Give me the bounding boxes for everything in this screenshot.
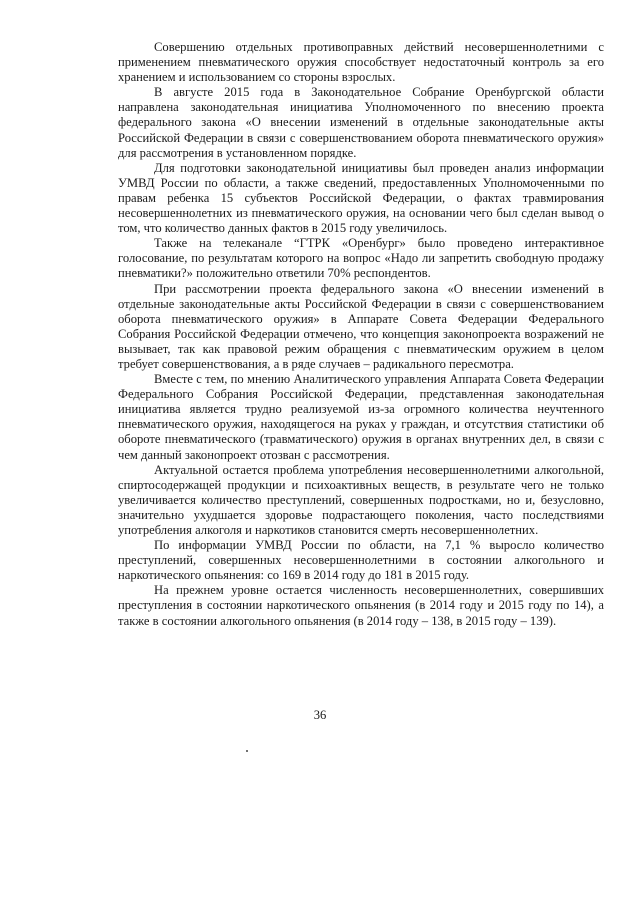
paragraph-6: Вместе с тем, по мнению Аналитического управления Аппарата Совета Федерации Федерального Собрания Российской Федерации, представленная законодательная инициатива является трудно реализуемой из-за огромного количества неучтенного пневматического оружия, находящегося на руках у граждан, и отсутствия статистики об обороте пневматического (травматического) оружия в органах внутренних дел, в связи с чем данный законопроект отозван с рассмотрения. — [118, 372, 604, 462]
paragraph-5: При рассмотрении проекта федерального закона «О внесении изменений в отдельные законодательные акты Российской Федерации в связи с совершенствованием оборота пневматического оружия» в Аппарате Совета Федерации Федерального Собрания Российской Федерации отмечено, что концепция законопроекта возражений не вызывает, так как правовой режим обращения с пневматическим оружием в целом требует совершенствования, а в ряде случаев – радикального пересмотра. — [118, 281, 604, 371]
paragraph-2: В августе 2015 года в Законодательное Собрание Оренбургской области направлена законодательная инициатива Уполномоченного по внесению проекта федерального закона «О внесении изменений в отдельные законодательные акты Российской Федерации в связи с совершенствованием оборота пневматического оружия» для рассмотрения в установленном порядке. — [118, 85, 604, 160]
paragraph-9: На прежнем уровне остается численность несовершеннолетних, совершивших преступления в состоянии наркотического опьянения (в 2014 году и 2015 году по 14), а также в состоянии алкогольного опьянения (в 2014 году – 138, в 2015 году – 139). — [118, 583, 604, 628]
paragraph-1: Совершению отдельных противоправных действий несовершеннолетними с применением пневматического оружия способствует недостаточный контроль за его хранением и использованием со стороны взрослых. — [118, 40, 604, 85]
scan-speck — [246, 750, 248, 752]
paragraph-3: Для подготовки законодательной инициативы был проведен анализ информации УМВД России по области, а также сведений, предоставленных Уполномоченными по правам ребенка 15 субъектов Российской Федерации, о фактах травмирования несовершеннолетних из пневматического оружия, на основании чего был сделан вывод о том, что количество данных фактов в 2015 году увеличилось. — [118, 160, 604, 236]
paragraph-7: Актуальной остается проблема употребления несовершеннолетними алкогольной, спиртосодержащей продукции и психоактивных веществ, в результате чего не только увеличивается количество преступлений, совершенных подростками, но и, безусловно, значительно ухудшается здоровье подрастающего поколения, часто последствиями употребления алкоголя и наркотиков становится смерть несовершеннолетних. — [118, 462, 604, 537]
paragraph-8: По информации УМВД России по области, на 7,1 % выросло количество преступлений, совершенных несовершеннолетними в состоянии алкогольного и наркотического опьянения: со 169 в 2014 году до 181 в 2015 году. — [118, 538, 604, 583]
body-text — [118, 40, 604, 629]
page-number: 36 — [313, 708, 327, 722]
paragraph-4: Также на телеканале “ГТРК «Оренбург» было проведено интерактивное голосование, по результатам которого на вопрос «Надо ли запретить свободную продажу пневматики?» положительно ответили 70% респондентов. — [118, 236, 604, 281]
